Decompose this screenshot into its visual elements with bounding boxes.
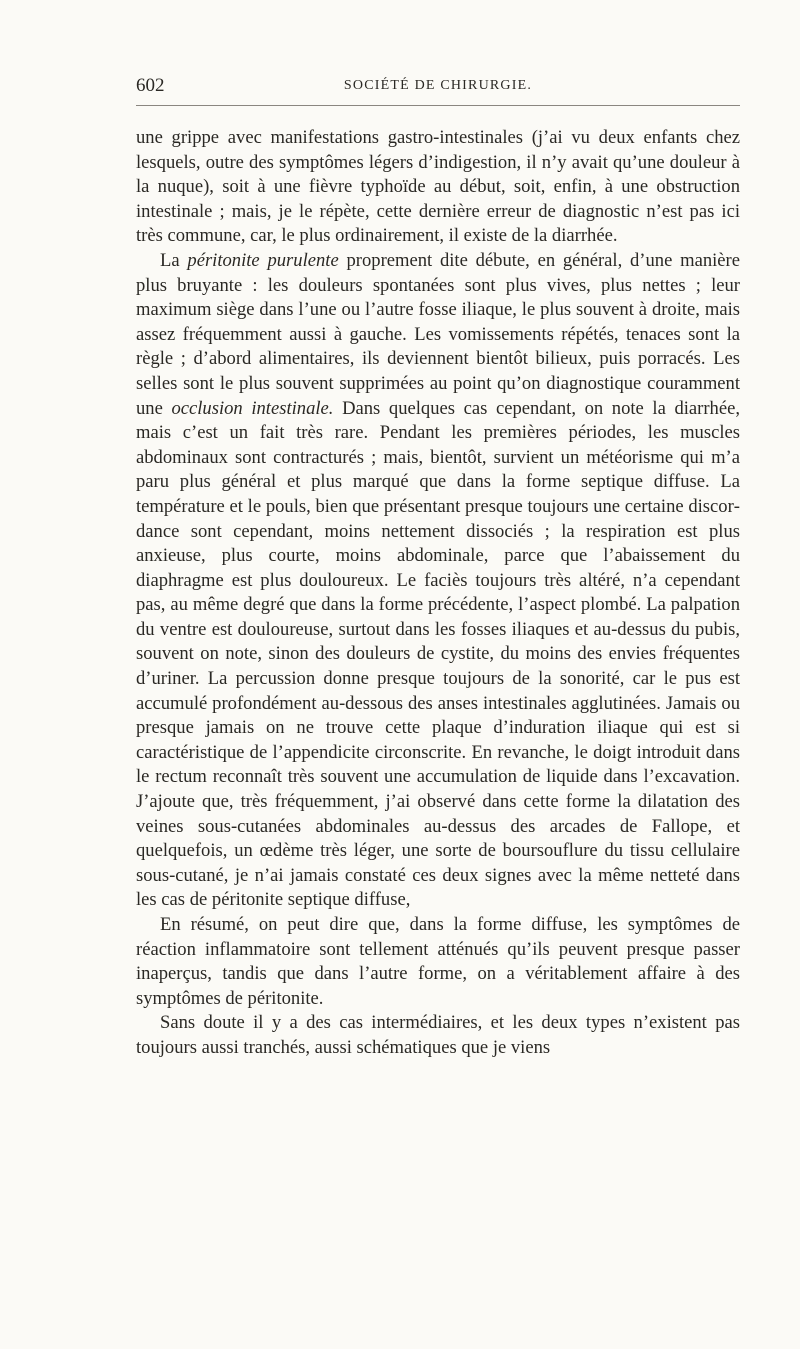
- paragraph-2-text-a: La: [160, 249, 188, 271]
- emphasis-purulent-peritonitis: péritonite purulente: [187, 249, 339, 271]
- paragraph-4: Sans doute il y a des cas intermédiaires, et les deux types n’existent pas toujours aussi tranchés, aussi schématiques que je viens: [136, 1012, 740, 1058]
- emphasis-intestinal-occlusion: occlusion intestinale.: [171, 397, 334, 419]
- running-head: [136, 72, 740, 100]
- paragraph-1: une grippe avec manifestations gastro-intestinales (j’ai vu deux enfants chez lesquels, outre des symptômes légers d’indigestion, il n’y avait qu’une douleur à la nuque), soit à une fièvre typhoïde au début, soit, enfin, à une obstruction intestinale ; mais, je le répète, cette dernière erreur de diagnostic n’est pas ici très commune, car, le plus ordinairement, il existe de la diarrhée.: [136, 127, 740, 247]
- header-rule: [136, 105, 740, 106]
- book-page: [136, 72, 740, 1058]
- paragraph-2: [136, 249, 740, 913]
- body-text: [136, 126, 740, 1061]
- paragraph-2-text-c: Dans quelques cas cependant, on note la diarrhée, mais c’est un fait très rare. Pendant les premières périodes, les muscles abdominaux sont contracturés ; mais, bientôt, survient un météorisme qui m’a paru plus général et plus marqué que dans la forme septique diffuse. La température et le pouls, bien que présentant presque toujours une certaine discordance sont cependant, moins nettement dissociés ; la respiration est plus anxieuse, plus courte, moins abdominale, parce que l’abaissement du diaphragme est plus douloureux. Le faciès toujours très altéré, n’a cependant pas, au même degré que dans la forme précédente, l’aspect plombé. La palpation du ventre est douloureuse, surtout dans les fosses iliaques et au-dessus du pubis, souvent on note, sinon des douleurs de cystite, du moins des envies fréquentes d’uriner. La percussion donne presque toujours de la sonorité, car le pus est accumulé profondément au-dessous des anses intestinales agglutinées. Jamais ou presque jamais on ne trouve cette plaque d’induration iliaque qui est si caractéristique de l’appendicite circonscrite. En revanche, le doigt introduit dans le rectum reconnaît très souvent une accumulation de liquide dans l’excavation. J’ajoute que, très fréquemment, j’ai observé dans cette forme la dilatation des veines sous-cutanées abdominales au-dessus des arcades de Fallope, et quelquefois, un œdème très léger, une sorte de boursouflure du tissu cellulaire sous-cutané, je n’ai jamais constaté ces deux signes avec la même netteté dans les cas de péritonite septique diffuse,: [136, 397, 740, 911]
- paragraph-3: En résumé, on peut dire que, dans la forme diffuse, les symptômes de réaction inflammatoire sont tellement atténués qu’ils peuvent presque passer inaperçus, tandis que dans l’autre forme, on a véritablement affaire à des symptômes de péritonite.: [136, 914, 740, 1009]
- running-title: SOCIÉTÉ DE CHIRURGIE.: [343, 78, 533, 93]
- page-number: 602: [136, 75, 165, 96]
- paragraph-2-text-b: proprement dite débute, en général, d’une manière plus bruyante : les douleurs spontanées sont plus vives, plus nettes ; leur maximum siège dans l’une ou l’autre fosse iliaque, le plus souvent à droite, mais assez fréquemment aussi à gauche. Les vomissements répétés, tenaces sont la règle ; d’abord alimentaires, ils deviennent bientôt bilieux, puis porracés. Les selles sont le plus souvent supprimées au point qu’on diagnostique couramment une: [136, 249, 740, 419]
